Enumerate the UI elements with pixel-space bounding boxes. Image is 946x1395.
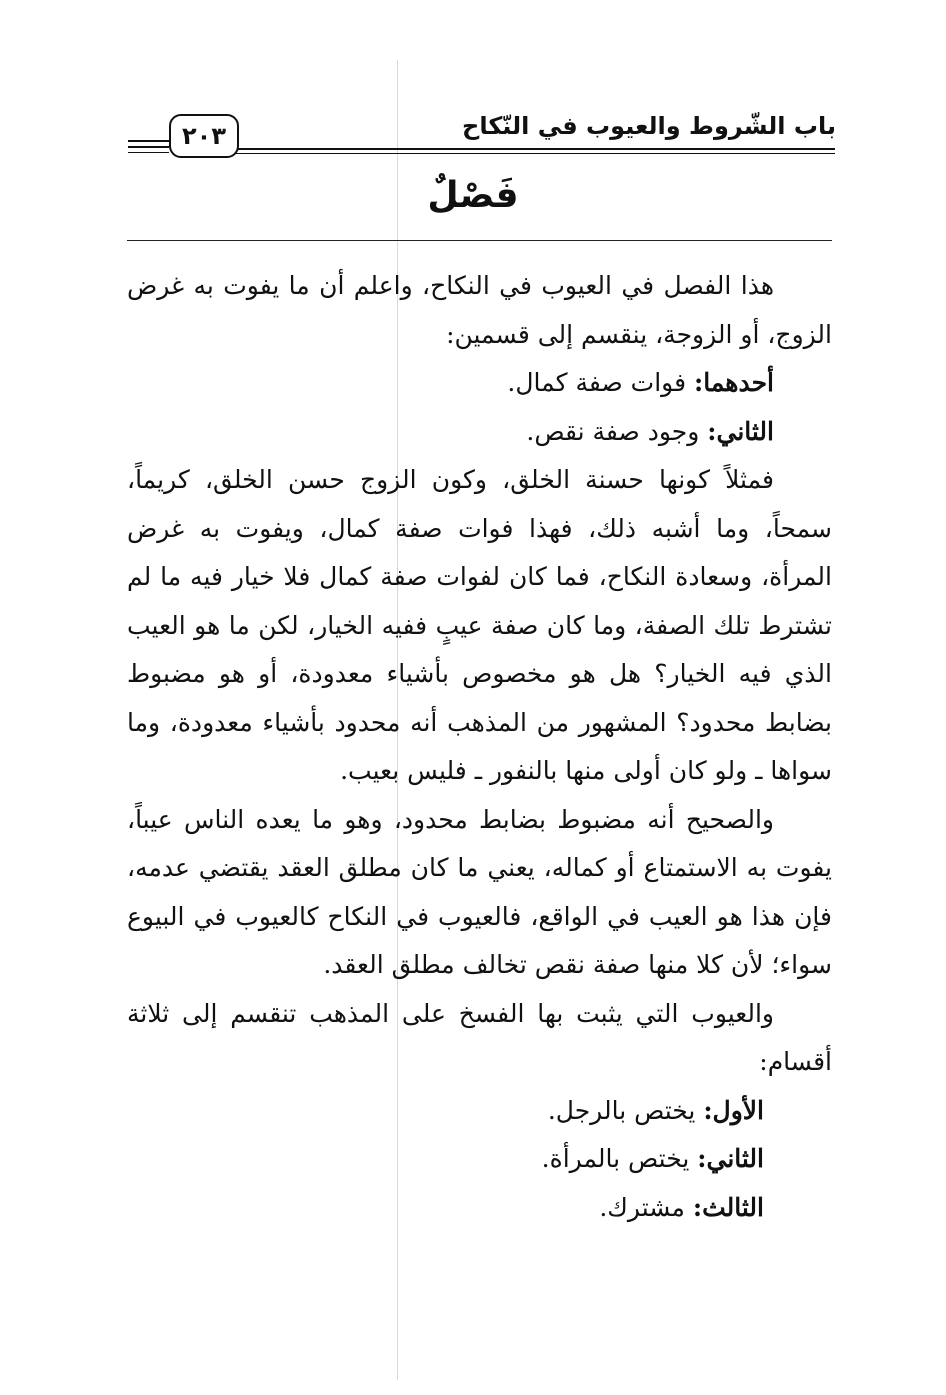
list-item-label: الثالث:	[692, 1192, 764, 1222]
list-item-category-1	[127, 1087, 832, 1136]
paragraph-categories: والعيوب التي يثبت بها الفسخ على المذهب تنقسم إلى ثلاثة أقسام:	[127, 998, 832, 1076]
paragraph-example: فمثلاً كونها حسنة الخلق، وكون الزوج حسن الخلق، كريماً، سمحاً، وما أشبه ذلك، فهذا فوات صفة كمال، ويفوت به غرض المرأة، وسعادة النكاح، فما كان لفوات صفة كمال فلا خيار فيه ما لم تشترط تلك الصفة، وما كان صفة عيبٍ ففيه الخيار، لكن ما هو العيب الذي فيه الخيار؟ هل هو مخصوص بأشياء معدودة، أو هو مضبوط بضابط محدود؟ المشهور من المذهب أنه محدود بأشياء معدودة، وما سواها ـ ولو كان أولى منها بالنفور ـ فليس بعيب.	[127, 465, 832, 785]
list-item-label: الثاني:	[707, 416, 774, 446]
paragraph-intro: هذا الفصل في العيوب في النكاح، واعلم أن ما يفوت به غرض الزوج، أو الزوجة، ينقسم إلى قسمين:	[127, 271, 832, 349]
list-item-first	[127, 359, 832, 408]
list-item-category-3	[127, 1184, 832, 1233]
list-item-second	[127, 408, 832, 457]
list-item-label: أحدهما:	[693, 368, 774, 397]
paragraph-correct-view: والصحيح أنه مضبوط بضابط محدود، وهو ما يعده الناس عيباً، يفوت به الاستمتاع أو كماله، يعني ما كان مطلق العقد يقتضي عدمه، فإن هذا هو العيب في الواقع، فالعيوب في النكاح كالعيوب في البيوع سواء؛ لأن كلا منها صفة نقص تخالف مطلق العقد.	[127, 804, 832, 979]
header-rule-right-thin	[235, 153, 835, 154]
list-item-text: فوات صفة كمال.	[507, 368, 694, 397]
list-item-category-2	[127, 1135, 832, 1184]
section-divider	[127, 240, 832, 241]
section-title: فَصْلٌ	[427, 175, 519, 216]
list-item-text: يختص بالرجل.	[547, 1095, 704, 1125]
list-item-label: الثاني:	[697, 1144, 764, 1173]
page-body-text	[127, 262, 832, 1232]
page-number: ٢٠٣	[169, 114, 239, 158]
header-rule-left	[128, 140, 169, 142]
list-item-label: الأول:	[703, 1095, 764, 1125]
list-item-text: يختص بالمرأة.	[541, 1144, 698, 1173]
header-rule-right	[235, 148, 835, 150]
header-rule-left-2	[128, 146, 169, 148]
header-rule-left-3	[128, 152, 169, 153]
list-item-text: مشترك.	[599, 1192, 693, 1222]
running-header-title: باب الشّروط والعيوب في النّكاح	[462, 112, 836, 140]
list-item-text: وجود صفة نقص.	[526, 416, 708, 446]
